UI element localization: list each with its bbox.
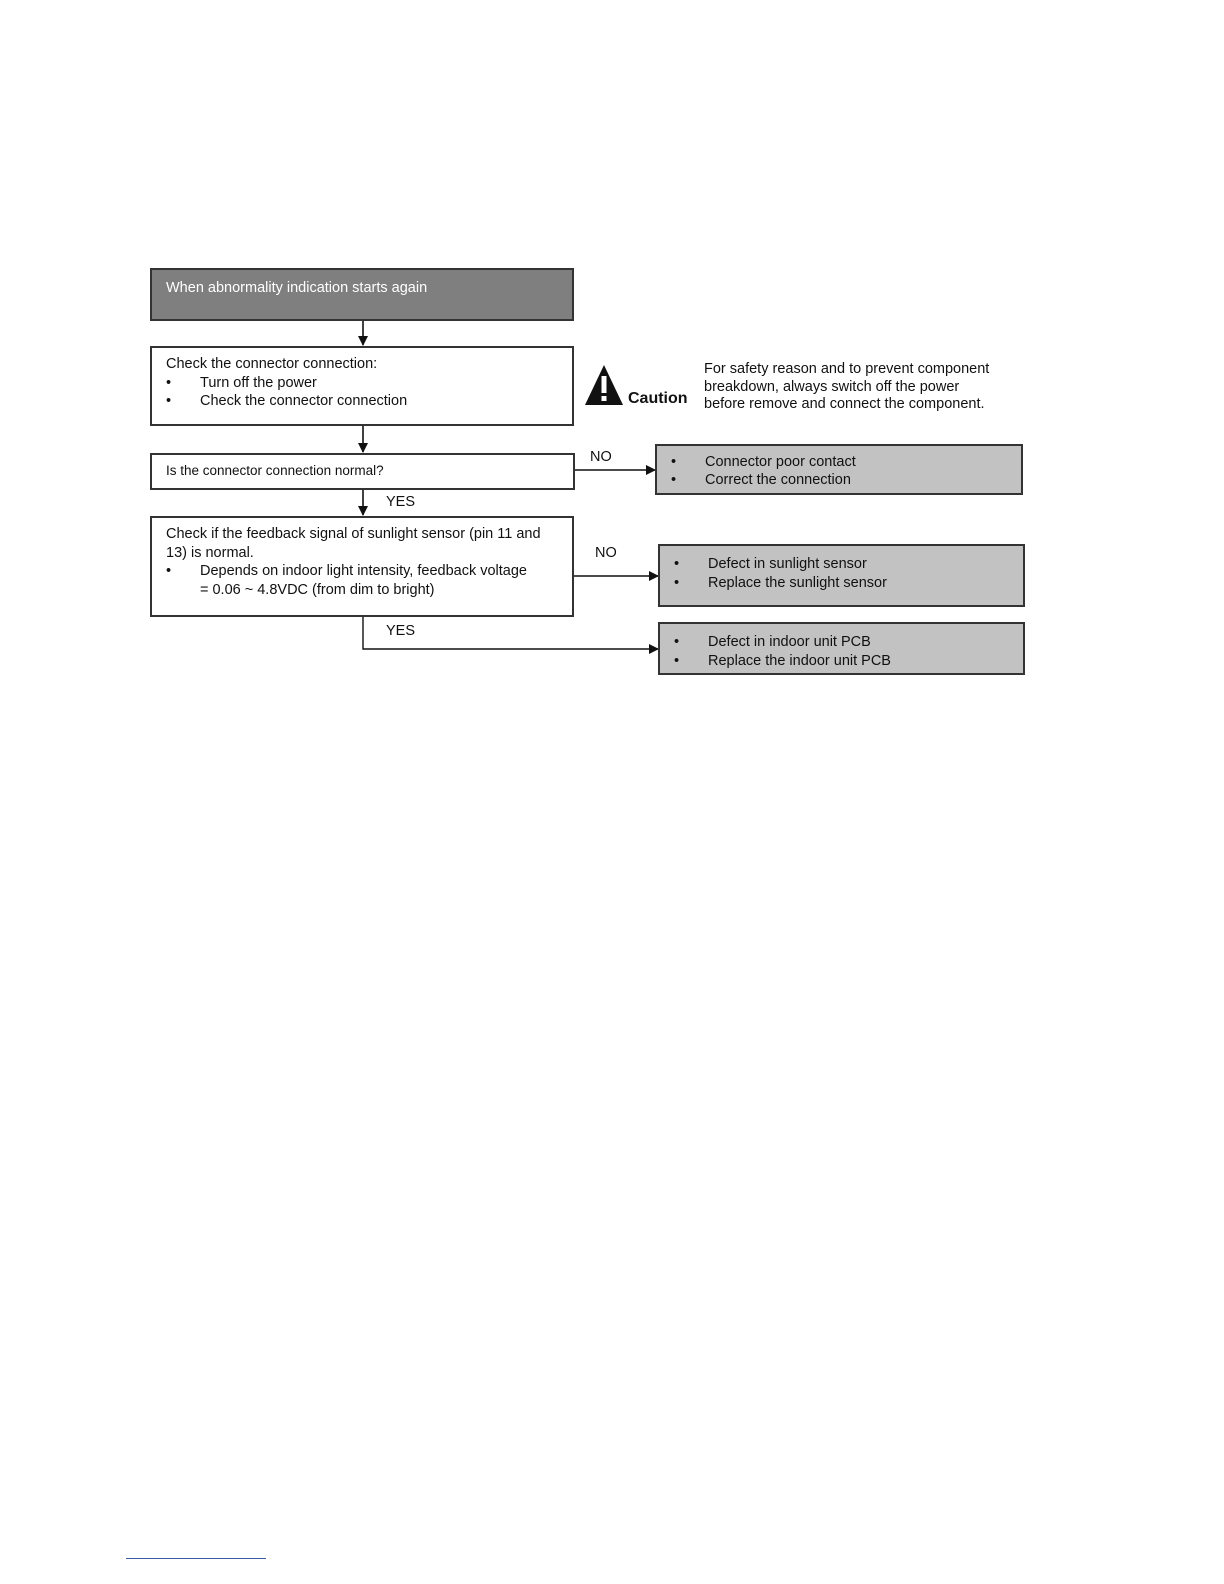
result3-box bbox=[658, 622, 1025, 675]
bullet: • bbox=[674, 652, 680, 669]
yes-label: YES bbox=[386, 623, 416, 639]
bullet: • bbox=[674, 556, 680, 572]
no-label: NO bbox=[595, 545, 617, 561]
bullet: • bbox=[671, 471, 677, 488]
result1-item: • Correct the connection bbox=[671, 471, 851, 488]
step2-item-continued: = 0.06 ~ 4.8VDC (from dim to bright) bbox=[200, 581, 435, 598]
result1-item: • Connector poor contact bbox=[671, 454, 856, 470]
step1-box bbox=[150, 346, 574, 426]
start-box bbox=[150, 268, 574, 321]
result2-item: • Replace the sunlight sensor bbox=[674, 574, 887, 591]
result3-item: • Replace the indoor unit PCB bbox=[674, 652, 891, 669]
result3-item: • Defect in indoor unit PCB bbox=[674, 634, 871, 650]
bullet: • bbox=[674, 634, 680, 650]
bullet: • bbox=[166, 563, 172, 579]
question1-box bbox=[150, 453, 575, 490]
bullet: • bbox=[674, 574, 680, 591]
caution-message: For safety reason and to prevent component breakdown, always switch off the power before remove and connect the component. bbox=[704, 361, 990, 412]
bullet: • bbox=[671, 454, 677, 470]
warning-triangle-icon bbox=[584, 364, 624, 406]
footer-rule bbox=[126, 1558, 266, 1559]
step1-title: Check the connector connection: bbox=[166, 356, 378, 372]
caution-label: Caution bbox=[628, 390, 688, 407]
no-label: NO bbox=[590, 449, 612, 465]
step1-item: • Check the connector connection bbox=[166, 393, 408, 409]
result2-item: • Defect in sunlight sensor bbox=[674, 556, 867, 572]
result1-box bbox=[655, 444, 1023, 495]
step2-title: Check if the feedback signal of sunlight sensor (pin 11 and 13) is normal. bbox=[166, 526, 541, 561]
step2-item: • Depends on indoor light intensity, feedback voltage bbox=[166, 563, 528, 579]
bullet: • bbox=[166, 393, 172, 409]
yes-label: YES bbox=[386, 494, 416, 510]
question1-text: Is the connector connection normal? bbox=[166, 463, 384, 478]
step1-item: • Turn off the power bbox=[166, 374, 317, 391]
bullet: • bbox=[166, 374, 172, 391]
step2-box bbox=[150, 516, 574, 617]
start-text: When abnormality indication starts again bbox=[166, 280, 428, 296]
result2-box bbox=[658, 544, 1025, 607]
